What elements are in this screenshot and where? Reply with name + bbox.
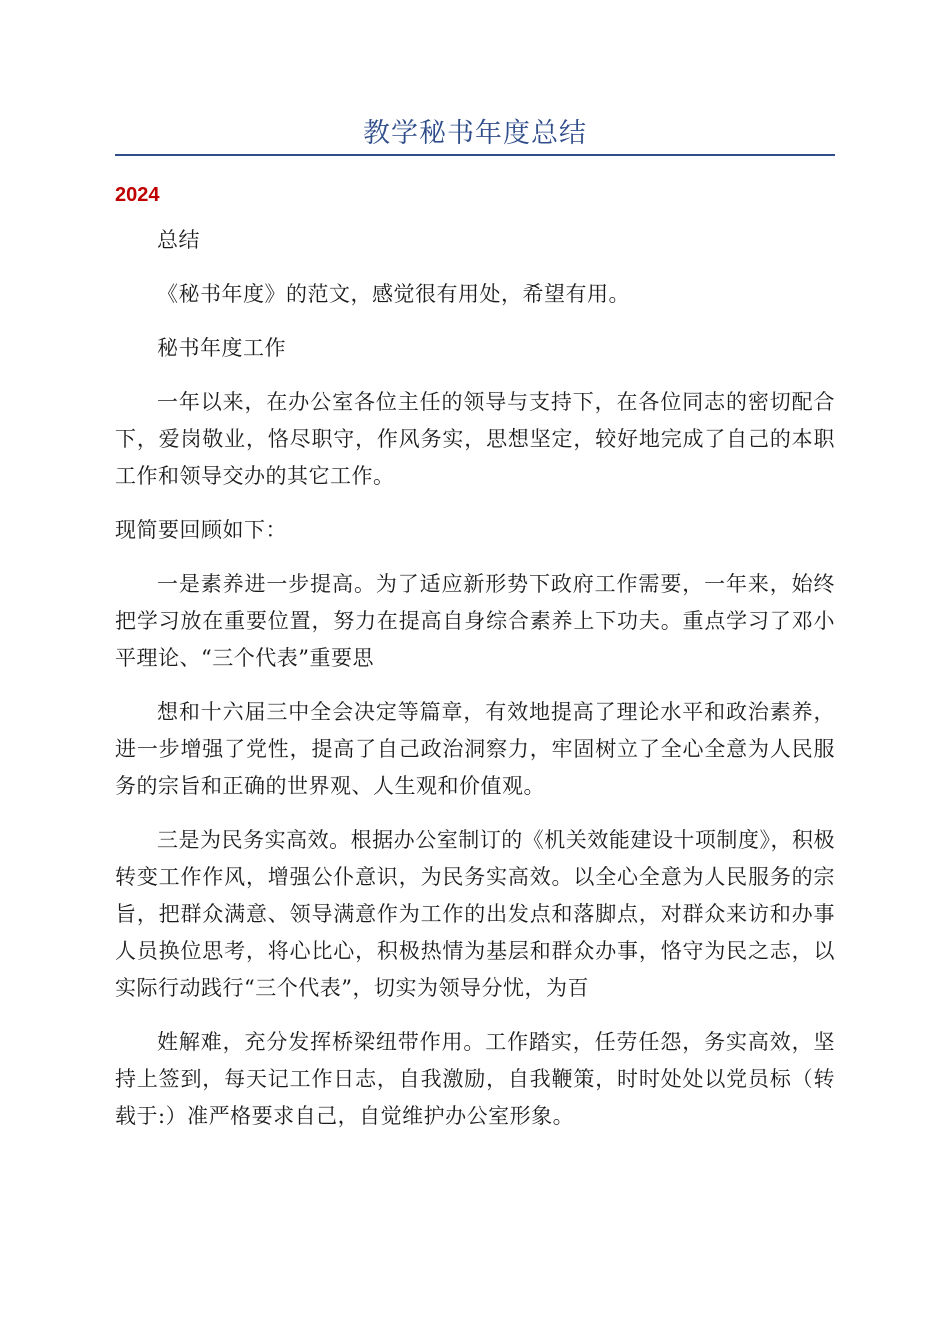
paragraph-5: 现简要回顾如下： [115, 518, 287, 542]
paragraph-7: 想和十六届三中全会决定等篇章，有效地提高了理论水平和政治素养，进一步增强了党性，提高了自己政治洞察力，牢固树立了全心全意为人民服务的宗旨和正确的世界观、人生观和价值观。 [115, 700, 835, 798]
paragraph-1: 总结 [157, 228, 200, 252]
paragraph-2: 《秘书年度》的范文，感觉很有用处，希望有用。 [157, 282, 630, 306]
paragraph-4: 一年以来，在办公室各位主任的领导与支持下，在各位同志的密切配合下，爱岗敬业，恪尽职守，作风务实，思想坚定，较好地完成了自己的本职工作和领导交办的其它工作。 [115, 390, 835, 488]
paragraph-6: 一是素养进一步提高。为了适应新形势下政府工作需要，一年来，始终把学习放在重要位置，努力在提高自身综合素养上下功夫。重点学习了邓小平理论、“三个代表”重要思 [115, 572, 835, 670]
title-underline [115, 154, 835, 156]
year-label: 2024 [115, 184, 160, 206]
paragraph-9: 姓解难，充分发挥桥梁纽带作用。工作踏实，任劳任怨，务实高效，坚持上签到，每天记工作日志，自我激励，自我鞭策，时时处处以党员标（转载于:）准严格要求自己，自觉维护办公室形象。 [115, 1030, 835, 1128]
paragraph-3: 秘书年度工作 [157, 336, 286, 360]
paragraph-8: 三是为民务实高效。根据办公室制订的《机关效能建设十项制度》，积极转变工作作风，增强公仆意识，为民务实高效。以全心全意为人民服务的宗旨，把群众满意、领导满意作为工作的出发点和落脚点，对群众来访和办事人员换位思考，将心比心，积极热情为基层和群众办事，恪守为民之志，以实际行动践行“三个代表”，切实为领导分忧，为百 [115, 828, 835, 1000]
document-body [115, 222, 835, 1152]
page-title: 教学秘书年度总结 [363, 118, 587, 149]
